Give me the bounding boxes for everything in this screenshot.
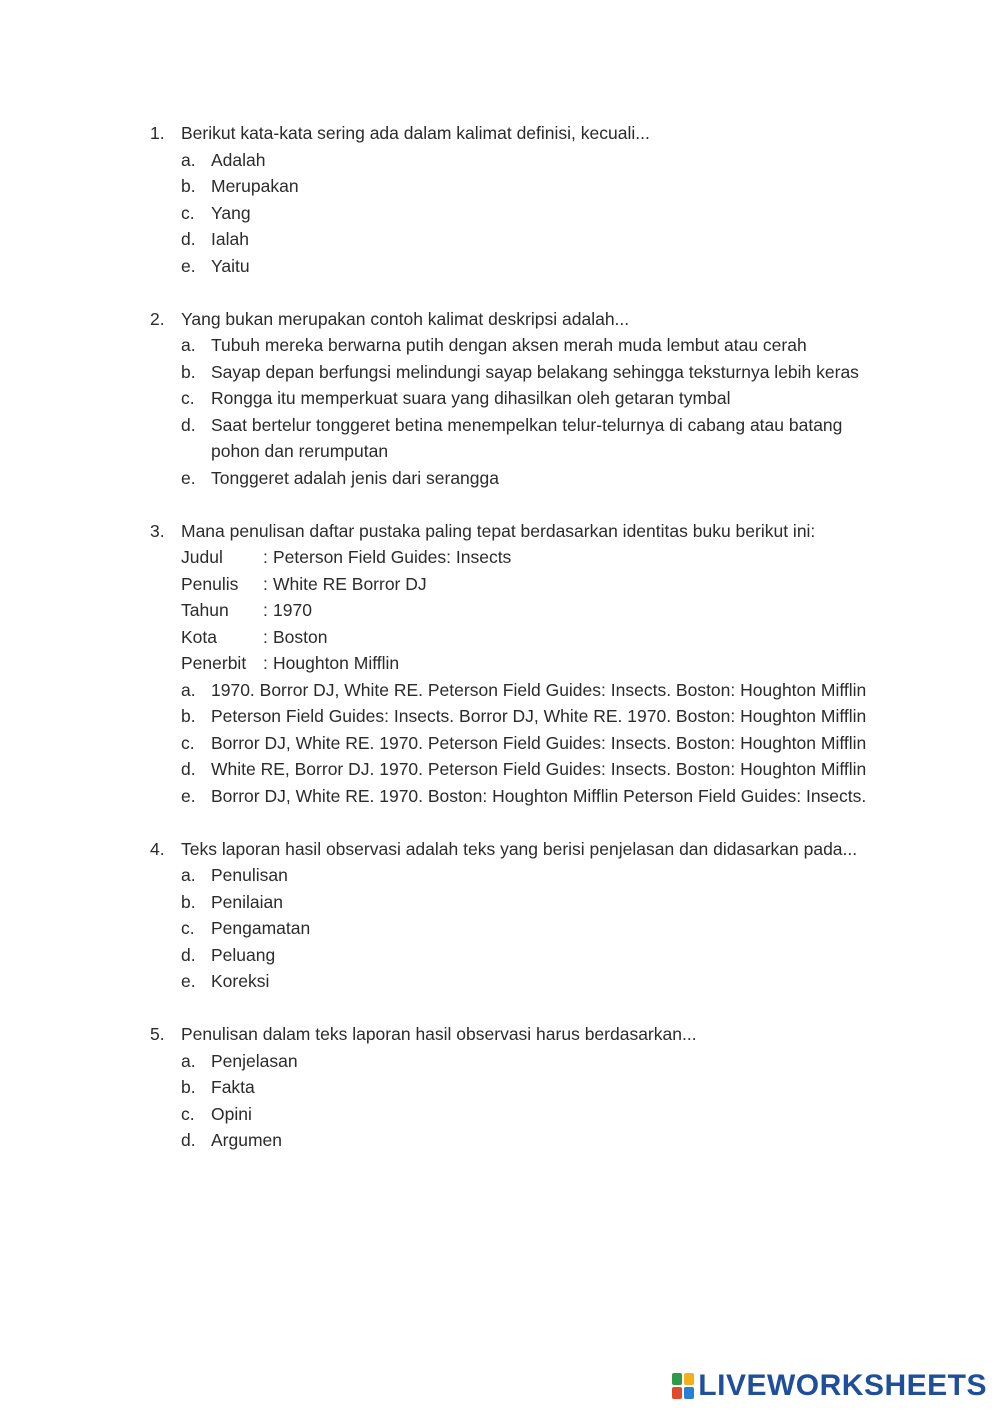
option-text: Ialah [211,229,249,249]
option-letter: a. [181,679,196,700]
option-a [181,862,890,889]
book-year-row [181,597,890,624]
option-d [181,942,890,969]
question-number: 3. [150,520,165,541]
question-1-options [150,147,890,280]
question-3-prompt [150,518,890,545]
info-label: Penerbit [181,653,247,673]
option-b [181,1074,890,1101]
option-c [181,385,890,412]
option-text: Sayap depan berfungsi melindungi sayap belakang sehingga teksturnya lebih keras [211,361,859,382]
option-c [181,1101,890,1128]
option-text: Fakta [211,1077,255,1097]
option-letter: b. [181,891,196,912]
question-4-options [150,862,890,995]
liveworksheets-logo-icon [672,1373,694,1399]
option-text: Rongga itu memperkuat suara yang dihasilkan oleh getaran tymbal [211,388,731,408]
option-d [181,226,890,253]
question-number: 2. [150,308,165,329]
logo-square-icon [684,1387,694,1399]
option-b [181,703,890,730]
question-2 [150,306,890,492]
logo-square-icon [672,1373,682,1385]
option-text: Yaitu [211,255,250,276]
option-letter: a. [181,1050,196,1071]
logo-square-icon [672,1387,682,1399]
info-label: Penulis [181,573,239,594]
book-publisher-row [181,650,890,677]
option-letter: d. [181,229,196,249]
option-text: Peterson Field Guides: Insects. Borror DJ, White RE. 1970. Boston: Houghton Mifflin [211,706,867,726]
question-2-options [150,332,890,491]
option-a [181,1048,890,1075]
option-e [181,968,890,995]
option-letter: e. [181,971,196,991]
question-text: Berikut kata-kata sering ada dalam kalimat definisi, kecuali... [181,123,650,143]
option-text: Pengamatan [211,918,311,938]
option-d [181,412,890,465]
option-c [181,730,890,757]
book-author-row [181,571,890,598]
info-separator: : [263,600,268,620]
question-text: Penulisan dalam teks laporan hasil observasi harus berdasarkan... [181,1024,697,1044]
option-letter: e. [181,785,196,806]
question-2-prompt [150,306,890,333]
option-a [181,332,890,359]
option-text: Saat bertelur tonggeret betina menempelkan telur-telurnya di cabang atau batang pohon dan rerumputan [211,414,843,461]
option-letter: d. [181,1130,196,1150]
question-5-prompt [150,1021,890,1048]
info-value: Houghton Mifflin [273,653,400,673]
option-text: Adalah [211,149,266,170]
option-e [181,465,890,492]
option-letter: e. [181,467,196,488]
info-separator: : [263,626,268,647]
option-text: Koreksi [211,971,270,991]
question-text: Teks laporan hasil observasi adalah teks yang berisi penjelasan dan didasarkan pada... [181,838,858,859]
info-value: Peterson Field Guides: Insects [273,547,512,567]
option-d [181,756,890,783]
option-letter: d. [181,759,196,779]
option-b [181,889,890,916]
question-3 [150,518,890,810]
info-value: White RE Borror DJ [273,573,427,594]
info-label: Judul [181,547,223,567]
option-text: Tubuh mereka berwarna putih dengan aksen merah muda lembut atau cerah [211,335,807,355]
question-number: 1. [150,123,165,143]
option-text: Borror DJ, White RE. 1970. Peterson Field Guides: Insects. Boston: Houghton Mifflin [211,732,867,753]
worksheet [150,120,890,1180]
question-text: Mana penulisan daftar pustaka paling tepat berdasarkan identitas buku berikut ini: [181,520,816,541]
info-label: Kota [181,626,217,647]
option-letter: e. [181,255,196,276]
logo-square-icon [684,1373,694,1385]
info-value: 1970 [273,600,312,620]
option-b [181,359,890,386]
option-letter: d. [181,944,196,965]
option-letter: a. [181,865,196,885]
question-3-options [150,677,890,810]
option-letter: b. [181,706,196,726]
option-letter: c. [181,918,195,938]
option-letter: a. [181,335,196,355]
option-text: Borror DJ, White RE. 1970. Boston: Houghton Mifflin Peterson Field Guides: Insects. [211,785,867,806]
info-separator: : [263,653,268,673]
book-city-row [181,624,890,651]
option-b [181,173,890,200]
option-letter: a. [181,149,196,170]
option-a [181,677,890,704]
info-separator: : [263,573,268,594]
option-c [181,200,890,227]
info-label: Tahun [181,600,229,620]
option-text: Tonggeret adalah jenis dari serangga [211,467,499,488]
info-value: Boston [273,626,328,647]
option-text: 1970. Borror DJ, White RE. Peterson Field Guides: Insects. Boston: Houghton Mifflin [211,679,867,700]
option-letter: b. [181,1077,196,1097]
question-5 [150,1021,890,1154]
option-a [181,147,890,174]
question-number: 5. [150,1024,165,1044]
question-4 [150,836,890,995]
liveworksheets-logo-text: LIVEWORKSHEETS [698,1369,987,1402]
question-1 [150,120,890,279]
book-title-row [181,544,890,571]
question-number: 4. [150,838,165,859]
option-text: Peluang [211,944,276,965]
option-letter: c. [181,732,195,753]
option-text: Opini [211,1103,252,1124]
option-letter: c. [181,202,195,223]
info-separator: : [263,547,268,567]
option-letter: b. [181,176,196,196]
option-text: Argumen [211,1130,283,1150]
book-identity [150,544,890,677]
option-letter: d. [181,414,196,435]
question-text: Yang bukan merupakan contoh kalimat deskripsi adalah... [181,308,630,329]
question-1-prompt [150,120,890,147]
option-e [181,783,890,810]
option-text: White RE, Borror DJ. 1970. Peterson Field Guides: Insects. Boston: Houghton Mifflin [211,759,867,779]
option-letter: b. [181,361,196,382]
option-text: Yang [211,202,251,223]
option-e [181,253,890,280]
option-text: Penjelasan [211,1050,298,1071]
option-d [181,1127,890,1154]
option-text: Merupakan [211,176,299,196]
option-letter: c. [181,388,195,408]
option-letter: c. [181,1103,195,1124]
option-text: Penulisan [211,865,288,885]
option-text: Penilaian [211,891,283,912]
question-5-options [150,1048,890,1154]
option-c [181,915,890,942]
question-4-prompt [150,836,890,863]
liveworksheets-logo[interactable] [672,1371,987,1401]
